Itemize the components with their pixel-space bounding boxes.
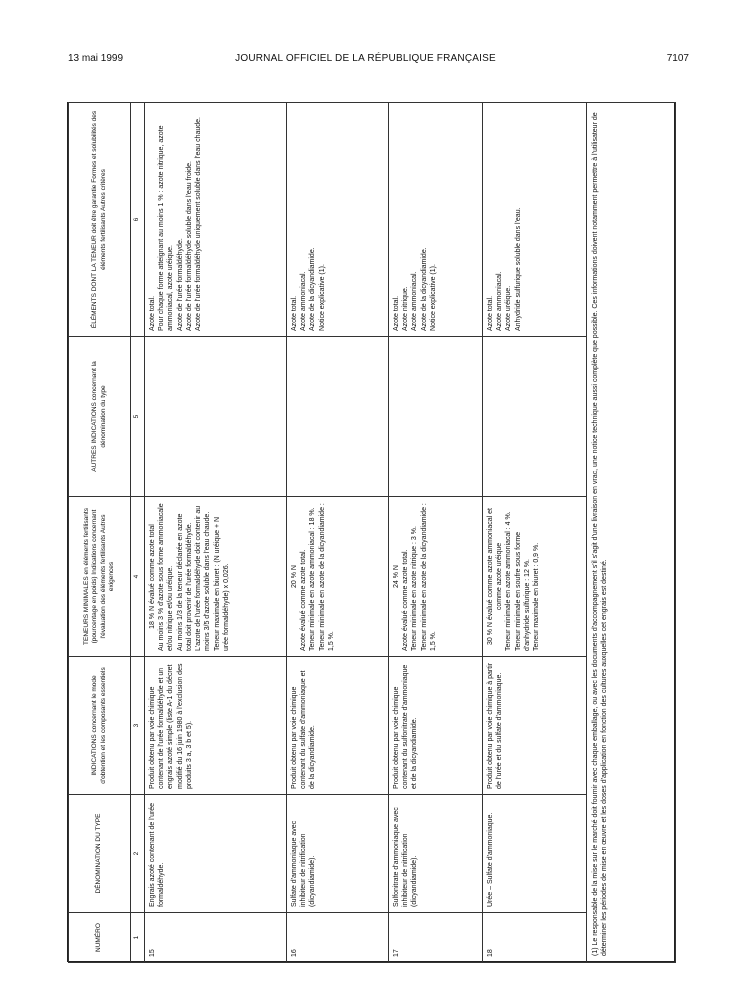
row-indications: Produit obtenu par voie chimique contenant du sulfonitrate d'ammoniaque et de la dicyandiamide. <box>389 657 483 795</box>
element-line: Azote ammoniacal. <box>411 271 419 331</box>
header-elements: ÉLÉMENTS DONT LA TENEUR doit être garantie Formes et solubilités des éléments fertilisants Autres critères <box>69 103 131 337</box>
teneur-line: Teneur minimale en azote ammoniacal : 4 %. <box>505 511 513 651</box>
element-line: Azote de l'urée formaldéhyde. <box>176 238 184 331</box>
row-numero: 17 <box>389 913 483 963</box>
header-autres-indications: AUTRES INDICATIONS concernant la dénomination du type <box>69 337 131 497</box>
row-elements <box>145 103 287 337</box>
teneur-line: Au moins 3 % d'azote sous forme ammoniacale et/ou nitrique et/ou uréique. <box>158 503 175 651</box>
page-date: 13 mai 1999 <box>68 53 124 64</box>
teneur-line: Au moins 1/3 de la teneur déclarée en azote total doit provenir de l'urée formaldéhyde. <box>176 513 193 651</box>
page-number: 7107 <box>666 53 689 64</box>
row-teneurs <box>145 497 287 657</box>
row-autres-indications <box>389 337 483 497</box>
element-line: Azote de la dicyandiamide. <box>309 247 317 331</box>
teneur-line: Teneur minimale en azote nitrique : 3 %. <box>411 526 419 651</box>
row-denomination: Sulfonitrate d'ammoniaque avec inhibiteur de nitrification (dicyandiamide). <box>389 795 483 913</box>
teneur-line: 30 % N évalué comme azote ammoniacal et comme azote uréique <box>487 508 504 645</box>
row-numero: 16 <box>287 913 389 963</box>
column-number: 6 <box>131 103 145 337</box>
element-line: Azote total. <box>487 295 494 331</box>
element-line: Azote de la dicyandiamide. <box>420 247 428 331</box>
header-indications: INDICATIONS concernant le mode d'obtention et les composants essentiels <box>69 657 131 795</box>
row-indications: Produit obtenu par voie chimique à partir de l'urée et du sulfate d'ammoniaque. <box>483 657 587 795</box>
header-denomination: DÉNOMINATION DU TYPE <box>69 795 131 913</box>
element-line: Azote ammoniacal. <box>300 271 308 331</box>
element-line: Notice explicative (1). <box>429 264 437 331</box>
table-row <box>389 103 483 963</box>
teneur-line: Azote évalué comme azote total. <box>402 549 410 651</box>
element-line: Azote total. <box>393 295 400 331</box>
row-autres-indications <box>145 337 287 497</box>
teneur-line: Teneur maximale en biuret : 0,9 %. <box>533 542 541 651</box>
table-row <box>145 103 287 963</box>
row-elements <box>287 103 389 337</box>
row-autres-indications <box>483 337 587 497</box>
element-line: Pour chaque forme atteignant au moins 1 % : azote nitrique, azote ammoniacal, azote uréique. <box>158 125 175 331</box>
row-indications: Produit obtenu par voie chimique contenant du sulfate d'ammoniaque et de la dicyandiamide. <box>287 657 389 795</box>
journal-title: JOURNAL OFFICIEL DE LA RÉPUBLIQUE FRANÇAISE <box>235 53 496 64</box>
rotated-table-container <box>68 103 676 963</box>
teneur-line: Teneur minimale en soufre sous forme d'anhydride sulfurique : 12 %. <box>514 531 531 651</box>
row-indications: Produit obtenu par voie chimique contenant de l'urée formaldéhyde et un engrais azoté simple (liste A-1 du décret modifié du 16 juin 1980 à l'exclusion des produits 3 a, 3 b et 5). <box>145 657 287 795</box>
table-row <box>287 103 389 963</box>
row-teneurs <box>483 497 587 657</box>
row-numero: 18 <box>483 913 587 963</box>
teneur-line: 18 % N évalué comme azote total <box>149 524 156 629</box>
element-line: Azote ammoniacal. <box>496 271 504 331</box>
element-line: Azote de l'urée formaldéhyde soluble dans l'eau froide. <box>185 160 193 331</box>
header-teneurs: TENEURS MINIMALES en éléments fertilisants (pourcentage en poids) Indications concernant l'évaluation des éléments fertilisants Autres exigences <box>69 497 131 657</box>
column-number: 2 <box>131 795 145 913</box>
teneur-line: Azote évalué comme azote total. <box>300 549 308 651</box>
row-elements <box>389 103 483 337</box>
footnote-row <box>587 103 676 963</box>
footnote: (1) Le responsable de la mise sur le marché doit fournir avec chaque emballage, ou avec les documents d'accompagnement s'il s'agit d'une livraison en vrac, une notice technique aussi complète que possible. Ces informations doivent notamment permettre à l'utilisateur de déterminer les périodes de mise en œuvre et les doses d'application en fonction des cultures auxquelles cet engrais est destiné. <box>587 103 676 963</box>
teneur-line: 20 % N <box>291 565 298 588</box>
column-number: 4 <box>131 497 145 657</box>
row-teneurs <box>287 497 389 657</box>
row-numero: 15 <box>145 913 287 963</box>
row-teneurs <box>389 497 483 657</box>
teneur-line: 24 % N <box>393 565 400 588</box>
element-line: Azote total. <box>149 295 156 331</box>
element-line: Azote uréique. <box>505 285 513 331</box>
teneur-line: L'azote de l'urée formaldéhyde doit contenir au moins 3/5 d'azote soluble dans l'eau chaude. <box>195 505 212 651</box>
row-denomination: Sulfate d'ammoniaque avec inhibiteur de nitrification (dicyandiamide). <box>287 795 389 913</box>
column-number: 3 <box>131 657 145 795</box>
row-denomination: Engrais azoté contenant de l'urée formaldéhyde. <box>145 795 287 913</box>
rotated-table-frame <box>67 102 675 962</box>
element-line: Azote de l'urée formaldéhyde uniquement soluble dans l'eau chaude. <box>195 117 203 331</box>
row-denomination: Urée – Sulfate d'ammoniaque. <box>483 795 587 913</box>
table-header-row <box>69 103 131 963</box>
teneur-line: Teneur minimale en azote de la dicyandiamide : 1,5 %. <box>318 503 335 651</box>
header-numero: NUMÉRO <box>69 913 131 963</box>
element-line: Anhydride sulfurique soluble dans l'eau. <box>514 207 522 331</box>
element-line: Azote nitrique. <box>402 286 410 331</box>
column-number: 1 <box>131 913 145 963</box>
column-number: 5 <box>131 337 145 497</box>
element-line: Azote total. <box>291 295 298 331</box>
teneur-line: Teneur minimale en azote de la dicyandiamide : 1,5 %. <box>420 503 437 651</box>
column-number-row <box>131 103 145 963</box>
teneur-line: Teneur maximale en biuret : (N uréique + N urée formaldéhyde) x 0,026. <box>213 516 230 651</box>
table-row <box>483 103 587 963</box>
row-autres-indications <box>287 337 389 497</box>
element-line: Notice explicative (1). <box>318 264 326 331</box>
teneur-line: Teneur minimale en azote ammoniacal : 18 %. <box>309 507 317 651</box>
fertilizer-types-table <box>68 102 676 963</box>
row-elements <box>483 103 587 337</box>
